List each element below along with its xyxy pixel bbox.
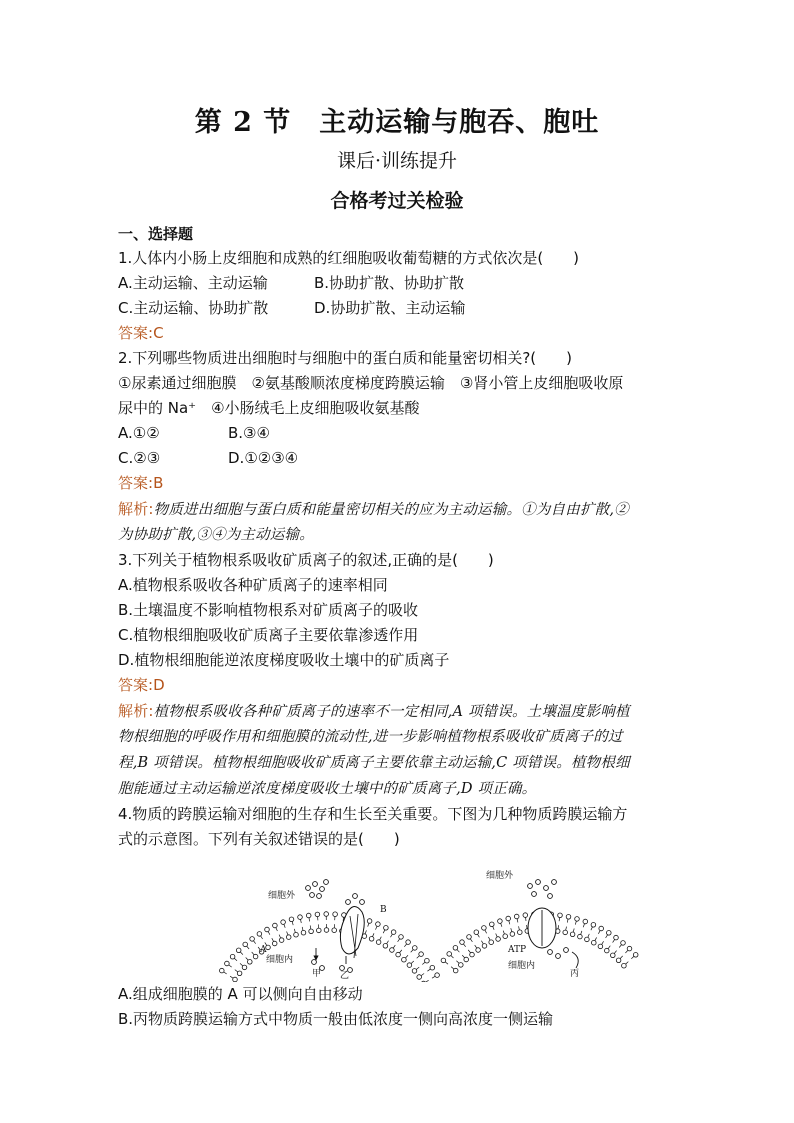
q3-option-b: B.土壤温度不影响植物根系对矿质离子的吸收: [118, 601, 419, 619]
phospholipid-head: [518, 930, 523, 935]
label-outside-left: 细胞外: [268, 891, 296, 901]
phospholipid-head: [383, 944, 388, 949]
q4-option-a: A.组成细胞膜的 A 可以侧向自由移动: [118, 985, 363, 1003]
label-inside-left: 细胞内: [266, 955, 294, 965]
phospholipid-head: [482, 944, 487, 949]
q3-analysis-line1: [118, 698, 678, 724]
phospholipid-head: [421, 981, 426, 982]
phospholipid-head: [453, 946, 458, 951]
phospholipid-head: [390, 948, 395, 953]
phospholipid-head: [464, 957, 469, 962]
phospholipid-head: [489, 940, 494, 945]
phospholipid-head: [558, 913, 563, 918]
membrane-diagram-svg: [118, 852, 678, 982]
phospholipid-head: [250, 937, 255, 942]
phospholipid-head: [301, 930, 306, 935]
q1-stem: 1.人体内小肠上皮细胞和成熟的红细胞吸收葡萄糖的方式依次是( ): [118, 249, 580, 267]
phospholipid-head: [498, 919, 503, 924]
phospholipid-head: [633, 953, 638, 958]
phospholipid-head: [396, 952, 401, 957]
label-yi: 乙: [340, 971, 350, 981]
label-bing: 丙: [570, 969, 580, 979]
phospholipid-head: [467, 935, 472, 940]
phospholipid-head: [447, 952, 452, 957]
phospholipid-head: [578, 934, 583, 939]
label-outside-right: 细胞外: [486, 871, 514, 881]
left-membrane: [220, 912, 440, 982]
q2-option-a: A.①②: [118, 424, 160, 442]
q2-analysis-text1: 物质进出细胞与蛋白质和能量密切相关的应为主动运输。①为自由扩散,②: [153, 502, 629, 518]
phospholipid-head: [503, 934, 508, 939]
phospholipid-head: [583, 919, 588, 924]
phospholipid-head: [563, 930, 568, 935]
phospholipid-head: [430, 965, 435, 970]
q2-answer: [118, 471, 678, 496]
phospholipid-head: [306, 913, 311, 918]
phospholipid-head: [315, 912, 320, 917]
phospholipid-head: [412, 969, 417, 974]
phospholipid-head: [496, 937, 501, 942]
q3-answer: [118, 673, 678, 698]
phospholipid-head: [402, 957, 407, 962]
phospholipid-head: [248, 960, 253, 965]
phospholipid-head: [376, 922, 381, 927]
phospholipid-head: [272, 941, 277, 946]
q3-stem: 3.下列关于植物根系吸收矿质离子的叙述,正确的是( ): [118, 551, 494, 569]
q2-analysis-line1: [118, 496, 678, 522]
atp-arrow: [572, 952, 578, 968]
phospholipid-head: [236, 948, 241, 953]
phospholipid-head: [506, 916, 511, 921]
q2-answer-value: B: [153, 474, 164, 492]
phospholipid-head: [611, 953, 616, 958]
phospholipid-head: [510, 932, 515, 937]
q1-option-b: B.协助扩散、协助扩散: [314, 274, 465, 292]
page-subtitle: 课后·训练提升: [336, 150, 458, 172]
phospholipid-head: [575, 917, 580, 922]
q2-answer-label: 答案:: [118, 474, 154, 492]
phospholipid-head: [621, 941, 626, 946]
phospholipid-head: [384, 926, 389, 931]
q4-option-b: B.丙物质跨膜运输方式中物质一般由低浓度一侧向高浓度一侧运输: [118, 1010, 554, 1028]
q1-answer-label: 答案:: [118, 324, 154, 342]
q2-stem: 2.下列哪些物质进出细胞时与细胞中的蛋白质和能量密切相关?( ): [118, 349, 572, 367]
q1-option-c: C.主动运输、协助扩散: [118, 299, 269, 317]
q2-options-row2: [118, 446, 678, 471]
phospholipid-head: [324, 928, 329, 933]
q2-option-d: D.①②③④: [228, 449, 299, 467]
phospholipid-head: [425, 958, 430, 963]
phospholipid-head: [332, 928, 337, 933]
q2-items-line2: 尿中的 Na⁺ ④小肠绒毛上皮细胞吸收氨基酸: [118, 399, 420, 417]
q2-option-b: B.③④: [228, 424, 270, 442]
page-title: 第 2 节 主动运输与胞吞、胞吐: [194, 107, 600, 138]
label-jia: 甲: [312, 969, 322, 979]
phospholipid-head: [407, 963, 412, 968]
phospholipid-head: [279, 938, 284, 943]
phospholipid-head: [570, 932, 575, 937]
phospholipid-head: [265, 927, 270, 932]
phospholipid-head: [220, 968, 225, 973]
phospholipid-head: [309, 929, 314, 934]
phospholipid-head: [281, 920, 286, 925]
label-a: A: [260, 945, 267, 955]
phospholipid-head: [470, 952, 475, 957]
phospholipid-head: [242, 965, 247, 970]
phospholipid-head: [598, 944, 603, 949]
label-inside-right: 细胞内: [508, 961, 536, 971]
phospholipid-head: [391, 930, 396, 935]
phospholipid-head: [482, 926, 487, 931]
q3-analysis-text1: 植物根系吸收各种矿质离子的速率不一定相同,A 项错误。土壤温度影响植: [153, 704, 630, 720]
phospholipid-head: [273, 923, 278, 928]
phospholipid-head: [607, 931, 612, 936]
phospholipid-head: [592, 940, 597, 945]
membrane-transport-figure: [118, 852, 678, 982]
phospholipid-head: [514, 914, 519, 919]
q3-option-a: A.植物根系吸收各种矿质离子的速率相同: [118, 576, 388, 594]
q2-analysis-label: 解析:: [118, 500, 154, 518]
phospholipid-head: [585, 937, 590, 942]
phospholipid-head: [605, 948, 610, 953]
phospholipid-head: [419, 952, 424, 957]
phospholipid-head: [399, 935, 404, 940]
phospholipid-head: [257, 932, 262, 937]
q3-option-c: C.植物根细胞吸收矿质离子主要依靠渗透作用: [118, 626, 419, 644]
phospholipid-head: [237, 971, 242, 976]
phospholipid-head: [523, 913, 528, 918]
phospholipid-head: [460, 940, 465, 945]
q2-options-row1: [118, 421, 678, 446]
question-content: [118, 222, 678, 1032]
phospholipid-head: [616, 958, 621, 963]
q2-items-line1: ①尿素通过细胞膜 ②氨基酸顺浓度梯度跨膜运输 ③肾小管上皮细胞吸收原: [118, 374, 624, 392]
q4-stem-line2: 式的示意图。下列有关叙述错误的是( ): [118, 830, 400, 848]
phospholipid-head: [627, 946, 632, 951]
phospholipid-head: [333, 912, 338, 917]
phospholipid-head: [233, 977, 238, 982]
phospholipid-head: [614, 935, 619, 940]
phospholipid-head: [417, 975, 422, 980]
phospholipid-head: [317, 928, 322, 933]
phospholipid-head: [369, 937, 374, 942]
section-title: 合格考过关检验: [330, 190, 464, 212]
phospholipid-head: [376, 940, 381, 945]
phospholipid-head: [253, 954, 258, 959]
phospholipid-head: [413, 946, 418, 951]
phospholipid-head: [324, 912, 329, 917]
phospholipid-head: [622, 963, 627, 968]
q3-analysis-line3: 程,B 项错误。植物根细胞吸收矿质离子主要依靠主动运输,C 项错误。植物根细: [118, 755, 630, 771]
phospholipid-head: [566, 915, 571, 920]
phospholipid-head: [476, 948, 481, 953]
phospholipid-head: [289, 917, 294, 922]
phospholipid-head: [230, 954, 235, 959]
q1-answer: [118, 321, 678, 346]
phospholipid-head: [298, 915, 303, 920]
q4-stem-line1: 4.物质的跨膜运输对细胞的生存和生长至关重要。下图为几种物质跨膜运输方: [118, 805, 628, 823]
label-atp: ATP: [508, 945, 527, 955]
q3-analysis-line4: 胞能通过主动运输逆浓度梯度吸收土壤中的矿质离子,D 项正确。: [118, 781, 537, 797]
q2-analysis-line2: 为协助扩散,③④为主动运输。: [118, 527, 314, 543]
q1-options-row1: [118, 271, 678, 296]
part-heading: 一、选择题: [118, 225, 194, 243]
q1-option-a: A.主动运输、主动运输: [118, 274, 268, 292]
phospholipid-head: [286, 935, 291, 940]
phospholipid-head: [474, 930, 479, 935]
q1-options-row2: [118, 296, 678, 321]
q2-option-c: C.②③: [118, 449, 161, 467]
phospholipid-head: [490, 922, 495, 927]
phospholipid-head: [435, 973, 440, 978]
q1-answer-value: C: [153, 324, 164, 342]
phospholipid-head: [599, 926, 604, 931]
phospholipid-head: [591, 923, 596, 928]
q3-option-d: D.植物根细胞能逆浓度梯度吸收土壤中的矿质离子: [118, 651, 450, 669]
q1-option-d: D.协助扩散、主动运输: [314, 299, 466, 317]
q3-analysis-label: 解析:: [118, 702, 154, 720]
phospholipid-head: [225, 961, 230, 966]
phospholipid-head: [406, 940, 411, 945]
phospholipid-head: [243, 942, 248, 947]
phospholipid-head: [441, 958, 446, 963]
phospholipid-head: [459, 963, 464, 968]
phospholipid-head: [367, 919, 372, 924]
phospholipid-head: [453, 968, 458, 973]
q3-analysis-line2: 物根细胞的呼吸作用和细胞膜的流动性,进一步影响植物根系吸收矿质离子的过: [118, 729, 623, 745]
q3-answer-value: D: [153, 676, 165, 694]
phospholipid-head: [294, 932, 299, 937]
q3-answer-label: 答案:: [118, 676, 154, 694]
label-b: B: [380, 905, 387, 915]
